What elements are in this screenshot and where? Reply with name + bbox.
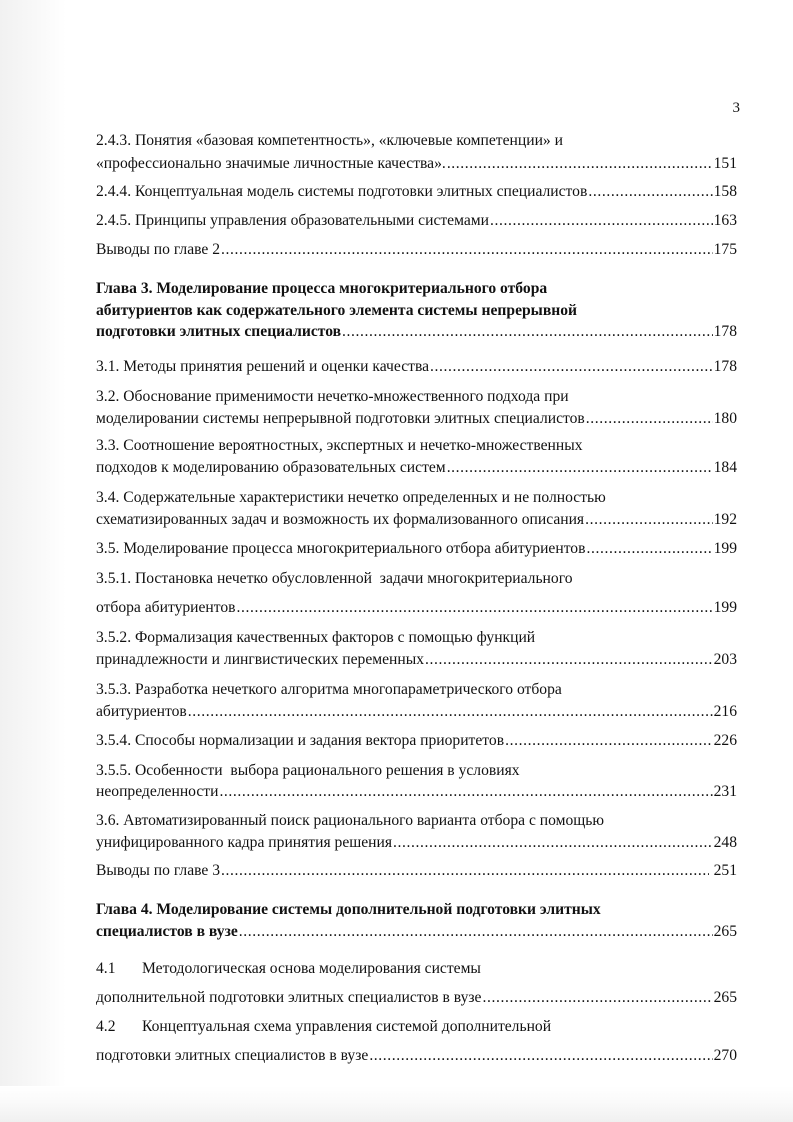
toc-entry-3-6-line1[interactable]: 3.6. Автоматизированный поиск рационального варианта отбора с помощью [96, 812, 605, 829]
toc-chapter-4-line2[interactable]: специалистов в вузе ..... 265 [96, 922, 737, 942]
section-number: 4.1 [96, 960, 116, 977]
toc-page-ref: 248 [713, 834, 737, 851]
toc-chapter-3-line1[interactable]: Глава 3. Моделирование процесса многокритериального отбора [96, 280, 548, 297]
toc-entry-3-4-line1[interactable]: 3.4. Содержательные характеристики нечетко определенных и не полностью [96, 489, 606, 506]
toc-chapter-4-line1[interactable]: Глава 4. Моделирование системы дополнительной подготовки элитных [96, 901, 601, 918]
toc-page-ref: 163 [713, 212, 737, 229]
dot-leader [219, 782, 712, 802]
toc-page-ref: 216 [713, 703, 737, 720]
toc-entry-3-5-4[interactable]: 3.5.4. Способы нормализации и задания вектора приоритетов ..... 226 [96, 731, 737, 751]
toc-page-ref: 175 [713, 241, 737, 258]
dot-leader [369, 1046, 712, 1066]
toc-page-ref: 178 [713, 358, 737, 375]
dot-leader [588, 182, 712, 202]
toc-entry-3-5-5-line2[interactable]: неопределенности ..... 231 [96, 782, 737, 802]
dot-leader [393, 833, 713, 853]
toc-page-ref: 199 [713, 540, 737, 557]
dot-leader [221, 240, 713, 260]
dot-leader [425, 650, 713, 670]
dot-leader [430, 357, 713, 377]
page-number: 3 [732, 100, 740, 116]
toc-page-ref: 192 [713, 511, 737, 528]
toc-entry-4-1-line2[interactable]: дополнительной подготовки элитных специалистов в вузе ..... 265 [96, 988, 737, 1008]
toc-entry-3-3-line2[interactable]: подходов к моделированию образовательных систем ..... 184 [96, 458, 737, 478]
toc-entry-3-5-2-line2[interactable]: принадлежности и лингвистических переменных ..... 203 [96, 650, 737, 670]
toc-entry-3-5-2-line1[interactable]: 3.5.2. Формализация качественных факторов с помощью функций [96, 629, 536, 646]
toc-page-ref: 231 [713, 783, 737, 800]
section-number: 4.2 [96, 1018, 116, 1035]
dot-leader [237, 598, 713, 618]
dot-leader [342, 322, 713, 342]
toc-entry-4-2-line2[interactable]: подготовки элитных специалистов в вузе ..... 270 [96, 1046, 737, 1066]
toc-entry-conclusions-ch3[interactable]: Выводы по главе 3 ..... 251 [96, 861, 737, 881]
toc-page-ref: 178 [713, 323, 737, 340]
toc-entry-3-5-5-line1[interactable]: 3.5.5. Особенности выбора рационального решения в условиях [96, 762, 520, 779]
toc-page-ref: 151 [713, 155, 737, 172]
toc-page-ref: 265 [713, 923, 737, 940]
toc-page-ref: 184 [713, 459, 737, 476]
scan-shadow-left [0, 0, 66, 1122]
toc-entry-3-6-line2[interactable]: унифицированного кадра принятия решения ..... 248 [96, 833, 737, 853]
toc-entry-3-5-1-line1[interactable]: 3.5.1. Постановка нечетко обусловленной задачи многокритериального [96, 570, 573, 587]
toc-entry-3-5[interactable]: 3.5. Моделирование процесса многокритериального отбора абитуриентов ..... 199 [96, 539, 737, 559]
toc-page-ref: 251 [709, 862, 737, 879]
toc-page-ref: 203 [713, 651, 737, 668]
toc-entry-3-1[interactable]: 3.1. Методы принятия решений и оценки качества ..... 178 [96, 357, 737, 377]
dot-leader [447, 458, 713, 478]
dot-leader [221, 861, 709, 881]
toc-entry-2-4-5[interactable]: 2.4.5. Принципы управления образовательными системами ..... 163 [96, 211, 737, 231]
toc-page-ref: 199 [713, 599, 737, 616]
dot-leader [586, 539, 712, 559]
toc-entry-2-4-3-line1[interactable]: 2.4.3. Понятия «базовая компетентность», «ключевые компетенции» и [96, 132, 563, 149]
dot-leader [447, 154, 713, 174]
toc-page-ref: 226 [713, 732, 737, 749]
toc-entry-3-5-3-line1[interactable]: 3.5.3. Разработка нечеткого алгоритма многопараметрического отбора [96, 681, 562, 698]
toc-entry-3-4-line2[interactable]: схематизированных задач и возможность их формализованного описания ..... 192 [96, 510, 737, 530]
toc-entry-2-4-3-line2[interactable]: «профессионально значимые личностные качества». ..... 151 [96, 154, 737, 174]
toc-page-ref: 270 [713, 1047, 737, 1064]
dot-leader [505, 731, 713, 751]
scan-shadow-bottom [0, 1086, 793, 1122]
dot-leader [239, 922, 713, 942]
toc-entry-3-2-line1[interactable]: 3.2. Обоснование применимости нечетко-множественного подхода при [96, 388, 569, 405]
toc-page-ref: 158 [713, 183, 737, 200]
toc-page-ref: 265 [713, 989, 737, 1006]
toc-entry-conclusions-ch2[interactable]: Выводы по главе 2 ..... 175 [96, 240, 737, 260]
dot-leader [490, 211, 713, 231]
toc-entry-4-2-line1[interactable]: 4.2 Концептуальная схема управления системой дополнительной [96, 1018, 552, 1035]
toc-page-ref: 180 [713, 410, 737, 427]
toc-chapter-3-line2[interactable]: абитуриентов как содержательного элемента системы непрерывной [96, 302, 578, 319]
dot-leader [482, 988, 712, 1008]
toc-entry-3-5-3-line2[interactable]: абитуриентов ..... 216 [96, 702, 737, 722]
toc-entry-3-2-line2[interactable]: моделировании системы непрерывной подготовки элитных специалистов ..... 180 [96, 409, 737, 429]
toc-chapter-3-line3[interactable]: подготовки элитных специалистов ..... 178 [96, 322, 737, 342]
dot-leader [585, 510, 713, 530]
toc-entry-4-1-line1[interactable]: 4.1 Методологическая основа моделирования системы [96, 960, 481, 977]
toc-entry-2-4-4[interactable]: 2.4.4. Концептуальная модель системы подготовки элитных специалистов ..... 158 [96, 182, 737, 202]
toc-entry-3-3-line1[interactable]: 3.3. Соотношение вероятностных, экспертных и нечетко-множественных [96, 437, 583, 454]
dot-leader [188, 702, 713, 722]
toc-entry-3-5-1-line2[interactable]: отбора абитуриентов ..... 199 [96, 598, 737, 618]
dot-leader [586, 409, 713, 429]
